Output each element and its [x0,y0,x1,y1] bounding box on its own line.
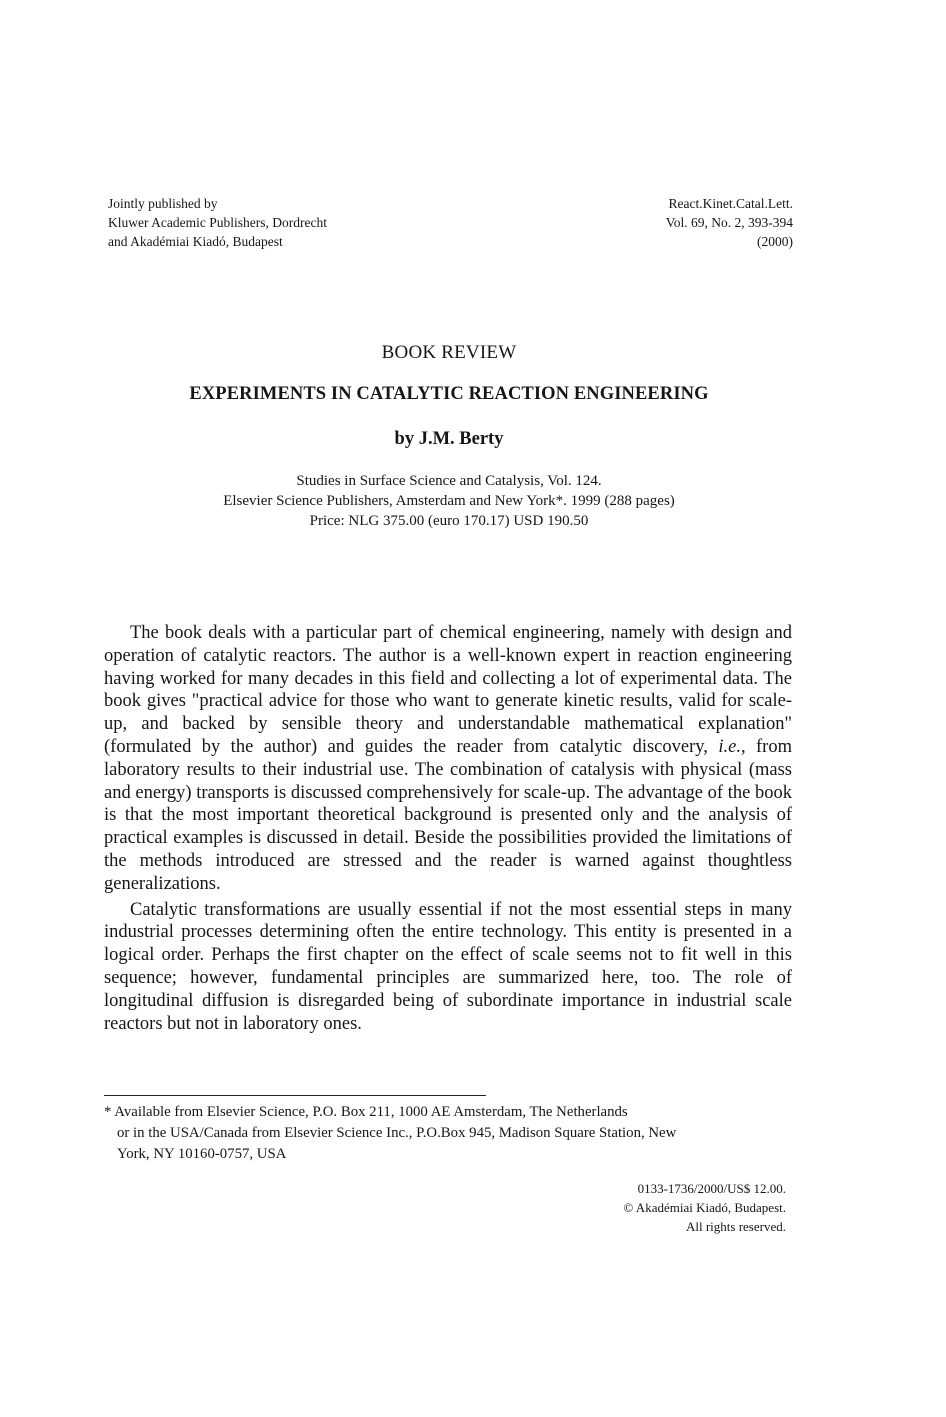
header-left-line-2: Kluwer Academic Publishers, Dordrecht [108,215,327,230]
publication-info [0,471,898,531]
copyright-line-3: All rights reserved. [685,1219,786,1234]
publication-series: Studies in Surface Science and Catalysis, Vol. 124. [296,473,602,489]
paragraph-1-text-a: The book deals with a particular part of chemical engineering, namely with design and operation of catalytic reactors. The author is a well-known expert in reaction engineering having worked for many decades in this field and collecting a lot of experimental data. The book gives "practical advice for those who want to generate kinetic results, valid for scale-up, and backed by sensible theory and understandable mathematical explanation" (formulated by the author) and guides the reader from catalytic discovery, [104,623,792,757]
paragraph-1-text-b: from laboratory results to their industrial use. The combination of catalysis with physical (mass and energy) transports is discussed comprehensively for scale-up. The advantage of the book is that the most important theoretical background is presented only and the analysis of practical examples is discussed in detail. Beside the possibilities provided the limitations of the methods introduced are stressed and the reader is warned against thoughtless generalizations. [104,736,792,894]
footnote-line-1: * Available from Elsevier Science, P.O. Box 211, 1000 AE Amsterdam, The Netherlands [104,1104,628,1120]
section-label: BOOK REVIEW [381,342,517,363]
footnote-line-3: York, NY 10160-0757, USA [117,1146,287,1162]
footnote [104,1102,792,1165]
review-paragraph-2: Catalytic transformations are usually essential if not the most essential steps in many industrial processes determining often the entire technology. This entity is presented in a logical order. Perhaps the first chapter on the effect of scale seems not to fit well in this sequence; however, fundamental principles are summarized here, too. The role of longitudinal diffusion is disregarded being of subordinate importance in industrial scale reactors but not in laboratory ones. [104,899,792,1034]
copyright-notice [623,1179,786,1236]
header-left-line-1: Jointly published by [108,196,218,211]
journal-citation-header [666,194,793,251]
header-right-line-2: Vol. 69, No. 2, 393-394 [665,215,793,230]
header-right-line-3: (2000) [757,234,793,249]
footnote-divider [104,1095,486,1096]
publication-publisher: Elsevier Science Publishers, Amsterdam and New York*. 1999 (288 pages) [223,493,675,509]
header-right-line-1: React.Kinet.Catal.Lett. [668,196,793,211]
copyright-line-2: © Akadémiai Kiadó, Budapest. [623,1200,786,1215]
footnote-line-2: or in the USA/Canada from Elsevier Science Inc., P.O.Box 945, Madison Square Station, New [117,1125,677,1141]
review-paragraph-1 [104,622,792,896]
journal-publishers-header [108,194,327,251]
review-body [104,622,792,1035]
header-left-line-3: and Akadémiai Kiadó, Budapest [108,234,283,249]
book-title: EXPERIMENTS IN CATALYTIC REACTION ENGINEERING [189,384,709,404]
paragraph-1-ie: i.e., [718,736,746,757]
publication-price: Price: NLG 375.00 (euro 170.17) USD 190.50 [309,513,589,529]
book-author: by J.M. Berty [394,429,504,449]
copyright-line-1: 0133-1736/2000/US$ 12.00. [637,1181,786,1196]
